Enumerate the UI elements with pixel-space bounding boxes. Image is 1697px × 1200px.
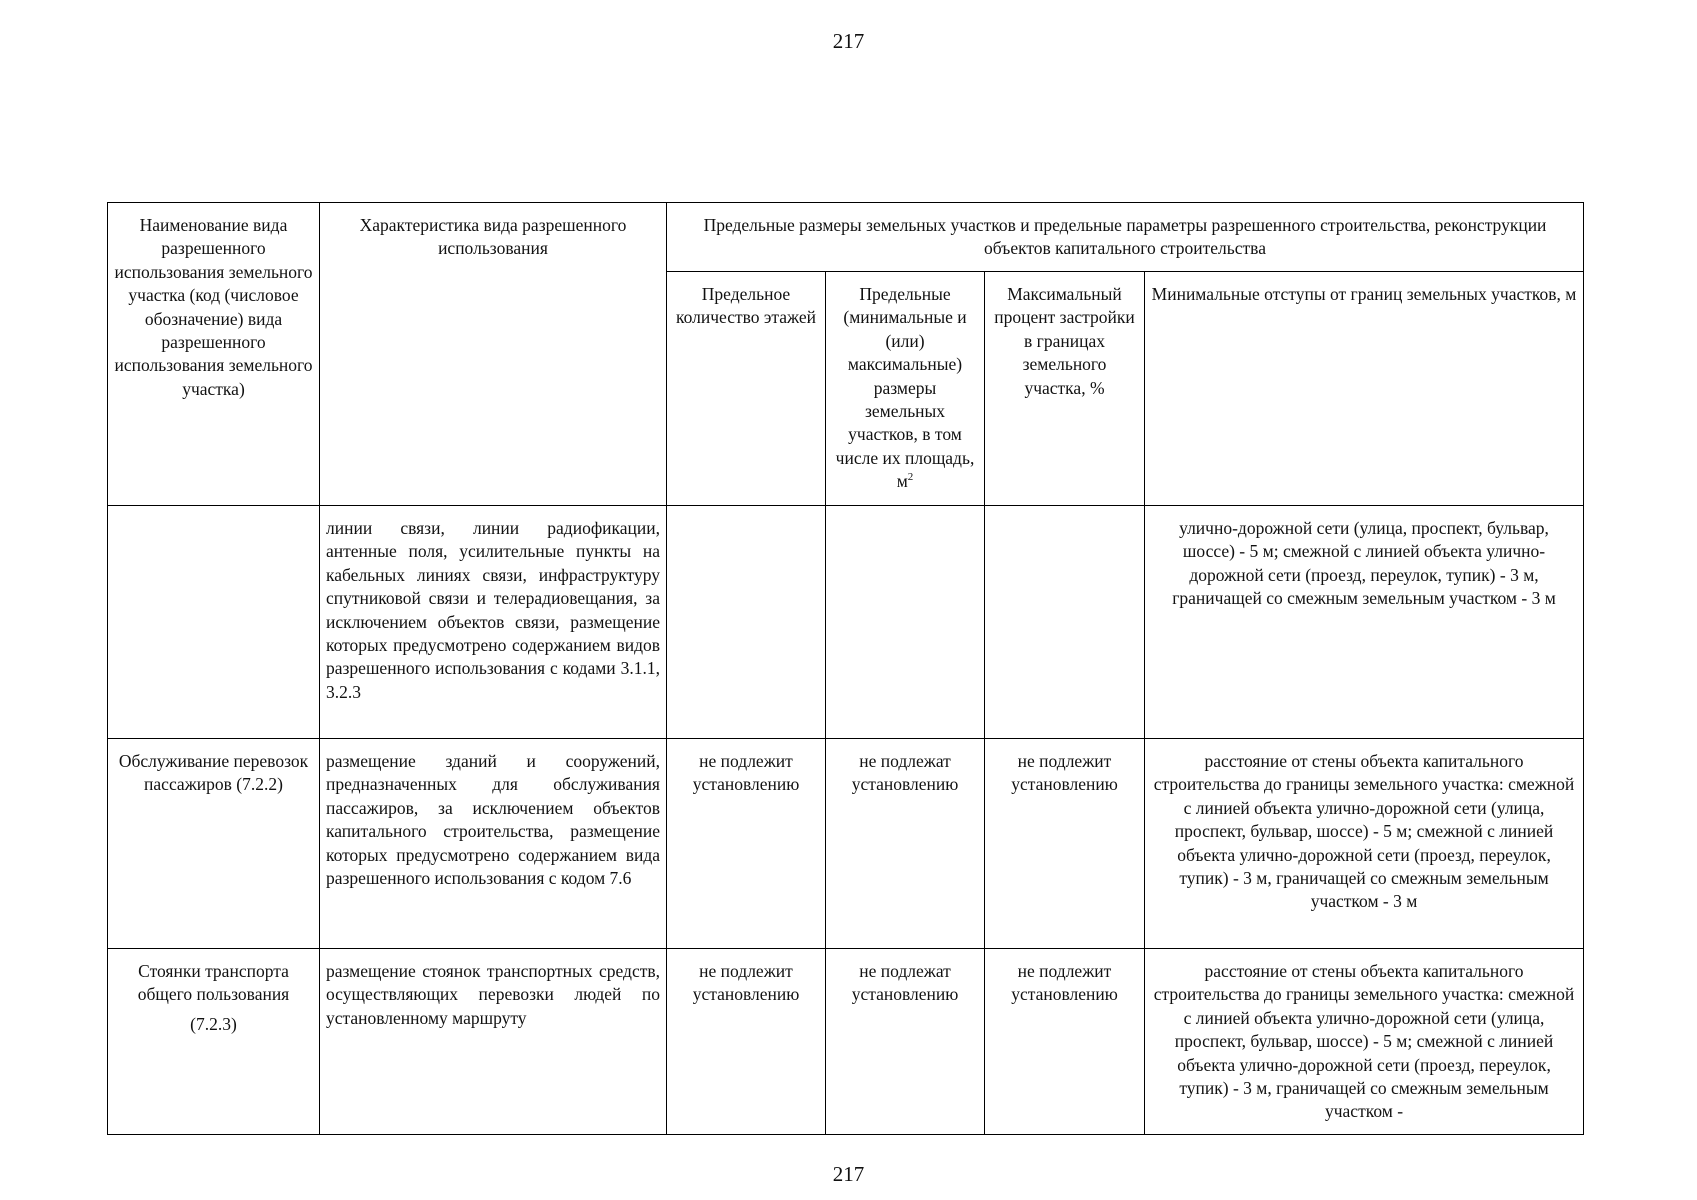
row-name-cell [108,949,320,1135]
row-coverage [985,506,1145,739]
table-row [108,739,1584,949]
row-coverage: не подлежит установлению [985,739,1145,949]
row-coverage: не подлежит установлению [985,949,1145,1135]
header-characteristic: Характеристика вида разрешенного использования [320,203,667,506]
row-characteristic: размещение стоянок транспортных средств, осуществляющих перевозки людей по установленному маршруту [320,949,667,1135]
row-setbacks: расстояние от стены объекта капитального строительства до границы земельного участка: смежной с линией объекта улично-дорожной сети (улица, проспект, бульвар, шоссе) - 5 м; смежной с линией объекта улично-дорожной сети (проезд, переулок, тупик) - 3 м, граничащей со смежным земельным участком - [1145,949,1584,1135]
row-floors: не подлежит установлению [667,739,826,949]
header-name: Наименование вида разрешенного использования земельного участка (код (числовое обозначение) вида разрешенного использования земельного участка) [108,203,320,506]
row-plot-sizes [826,506,985,739]
page-number-top: 217 [832,29,865,53]
row-setbacks: улично-дорожной сети (улица, проспект, бульвар, шоссе) - 5 м; смежной с линией объекта улично-дорожной сети (проезд, переулок, тупик) - 3 м, граничащей со смежным земельным участком - 3 м [1145,506,1584,739]
header-coverage: Максимальный процент застройки в границах земельного участка, % [985,272,1145,506]
header-plot-sizes-text: Предельные (минимальные и (или) максимальные) размеры земельных участков, в том числе их площадь, м [835,284,975,492]
row-name: Обслуживание перевозок пассажиров [118,751,309,795]
header-setbacks: Минимальные отступы от границ земельных участков, м [1145,272,1584,506]
row-characteristic: линии связи, линии радиофикации, антенные поля, усилительные пункты на кабельных линиях связи, инфраструктуру спутниковой связи и телерадиовещания, за исключением объектов связи, размещение которых предусмотрено содержанием видов разрешенного использования с кодами 3.1.1, 3.2.3 [320,506,667,739]
header-floors: Предельное количество этажей [667,272,826,506]
row-plot-sizes: не подлежат установлению [826,949,985,1135]
row-name-cell [108,506,320,739]
table-row [108,949,1584,1135]
row-plot-sizes: не подлежат установлению [826,739,985,949]
land-use-table [107,202,1584,1135]
table-row [108,506,1584,739]
row-setbacks: расстояние от стены объекта капитального строительства до границы земельного участка: смежной с линией объекта улично-дорожной сети (улица, проспект, бульвар, шоссе) - 5 м; смежной с линией объекта улично-дорожной сети (проезд, переулок, тупик) - 3 м, граничащей со смежным земельным участком - 3 м [1145,739,1584,949]
header-plot-sizes-sup: 2 [907,471,914,484]
header-plot-sizes [826,272,985,506]
row-code: (7.2.3) [190,1013,237,1034]
row-characteristic: размещение зданий и сооружений, предназначенных для обслуживания пассажиров, за исключением объектов капитального строительства, размещение которых предусмотрено содержанием вида разрешенного использования с кодом 7.6 [320,739,667,949]
header-limits-group: Предельные размеры земельных участков и предельные параметры разрешенного строительства, реконструкции объектов капитального строительства [667,203,1584,272]
row-code: (7.2.2) [236,774,283,795]
row-floors [667,506,826,739]
row-name: Стоянки транспорта общего пользования [137,961,290,1005]
row-name-cell [108,739,320,949]
page-number-bottom: 217 [832,1162,865,1186]
row-floors: не подлежит установлению [667,949,826,1135]
